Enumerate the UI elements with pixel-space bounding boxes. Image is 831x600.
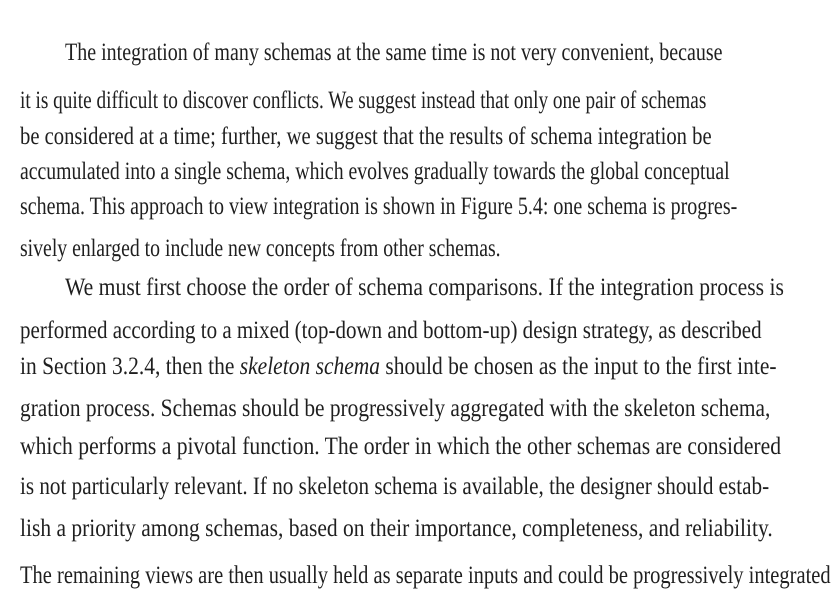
paragraph-1-line-3: be considered at a time; further, we suggest that the results of schema integration be xyxy=(20,123,712,150)
skeleton-schema-italic-term: skeleton schema xyxy=(239,353,381,380)
paragraph-2-line-3-end: should be chosen as the input to the first inte- xyxy=(380,353,777,380)
paragraph-2-line-2: performed according to a mixed (top-down and bottom-up) design strategy, as described xyxy=(20,317,762,344)
paragraph-2-line-3 xyxy=(20,353,777,380)
paragraph-2-line-6: is not particularly relevant. If no skeleton schema is available, the designer should estab- xyxy=(20,473,770,500)
paragraph-1-line-5: schema. This approach to view integration is shown in Figure 5.4: one schema is progres- xyxy=(20,193,738,220)
paragraph-1-line-1: The integration of many schemas at the same time is not very convenient, because xyxy=(65,39,723,66)
cut-off-next-line xyxy=(20,562,831,589)
paragraph-2-line-7: lish a priority among schemas, based on their importance, completeness, and reliability. xyxy=(20,515,773,542)
paragraph-2-line-1: We must first choose the order of schema comparisons. If the integration process is xyxy=(65,274,784,301)
paragraph-1-line-2: it is quite difficult to discover conflicts. We suggest instead that only one pair of schemas xyxy=(20,87,707,114)
cut-off-line-text: The remaining views are then usually held as separate inputs and could be progressively integrated xyxy=(20,562,831,589)
paragraph-1-line-4: accumulated into a single schema, which evolves gradually towards the global conceptual xyxy=(20,158,730,185)
paragraph-1-line-6: sively enlarged to include new concepts from other schemas. xyxy=(20,235,501,262)
paragraph-2-line-4: gration process. Schemas should be progressively aggregated with the skeleton schema, xyxy=(20,395,771,422)
paragraph-2-line-3-start: in Section 3.2.4, then the xyxy=(20,353,240,380)
paragraph-2-line-5: which performs a pivotal function. The order in which the other schemas are considered xyxy=(20,433,782,460)
